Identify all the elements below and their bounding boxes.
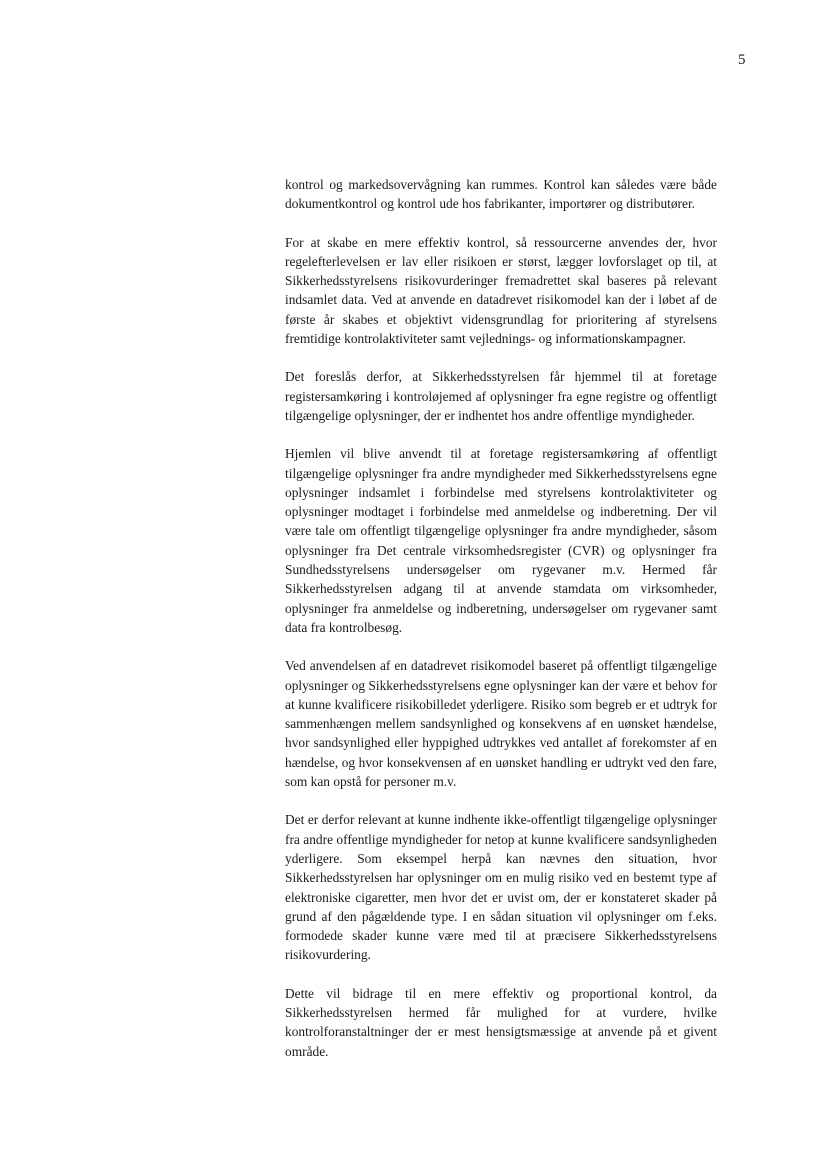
page-number: 5	[738, 52, 746, 68]
paragraph-4: Hjemlen vil blive anvendt til at foretage registersamkøring af offentligt tilgængelige oplysninger fra andre myndigheder med Sikkerhedsstyrelsens egne oplysninger indsamlet i forbindelse med styrelsens kontrolaktiviteter og oplysninger modtaget i forbindelse med anmeldelse og indberetning. Der vil være tale om offentligt tilgængelige oplysninger fra andre myndigheder, såsom oplysninger fra Det centrale virksomhedsregister (CVR) og oplysninger fra Sundhedsstyrelsens undersøgelser om rygevaner m.v. Hermed får Sikkerhedsstyrelsen adgang til at anvende stamdata om virksomheder, oplysninger fra anmeldelse og indberetning, undersøgelser om rygevaner samt data fra kontrolbesøg.	[285, 446, 717, 635]
document-body	[285, 175, 717, 1061]
paragraph-3: Det foreslås derfor, at Sikkerhedsstyrelsen får hjemmel til at foretage registersamkøring i kontroløjemed af oplysninger fra egne registre og offentligt tilgængelige oplysninger, der er indhentet hos andre offentlige myndigheder.	[285, 369, 717, 423]
paragraph-2: For at skabe en mere effektiv kontrol, så ressourcerne anvendes der, hvor regelefterlevelsen er lav eller risikoen er størst, lægger lovforslaget op til, at Sikkerhedsstyrelsens risikovurderinger fremadrettet skal baseres på relevant indsamlet data. Ved at anvende en datadrevet risikomodel kan der i løbet af de første år skabes et objektivt vidensgrundlag for prioritering af styrelsens fremtidige kontrolaktiviteter samt vejlednings- og informationskampagner.	[285, 234, 717, 347]
paragraph-5: Ved anvendelsen af en datadrevet risikomodel baseret på offentligt tilgængelige oplysninger og Sikkerhedsstyrelsens egne oplysninger kan der være et behov for at kunne kvalificere risikobilledet yderligere. Risiko som begreb er et udtryk for sammenhængen mellem sandsynlighed og konsekvens af en uønsket hændelse, hvor sandsynlighed eller hyppighed udtrykkes ved antallet af forekomster af en hændelse, og hvor konsekvensen af en uønsket handling er udtrykt ved den fare, som kan opstå for personer m.v.	[285, 658, 717, 790]
paragraph-1: kontrol og markedsovervågning kan rummes. Kontrol kan således være både dokumentkontrol og kontrol ude hos fabrikanter, importører og distributører.	[285, 177, 717, 212]
paragraph-7: Dette vil bidrage til en mere effektiv og proportional kontrol, da Sikkerhedsstyrelsen hermed får mulighed for at vurdere, hvilke kontrolforanstaltninger der er mest hensigtsmæssige at anvende på et givent område.	[285, 985, 717, 1059]
paragraph-6: Det er derfor relevant at kunne indhente ikke-offentligt tilgængelige oplysninger fra andre offentlige myndigheder for netop at kunne kvalificere sandsynligheden yderligere. Som eksempel herpå kan nævnes den situation, hvor Sikkerhedsstyrelsen har oplysninger om en mulig risiko ved en bestemt type af elektroniske cigaretter, men hvor det er uvist om, der er konstateret skader på grund af den pågældende type. I en sådan situation vil oplysninger om f.eks. formodede skader kunne være med til at præcisere Sikkerhedsstyrelsens risikovurdering.	[285, 812, 717, 963]
